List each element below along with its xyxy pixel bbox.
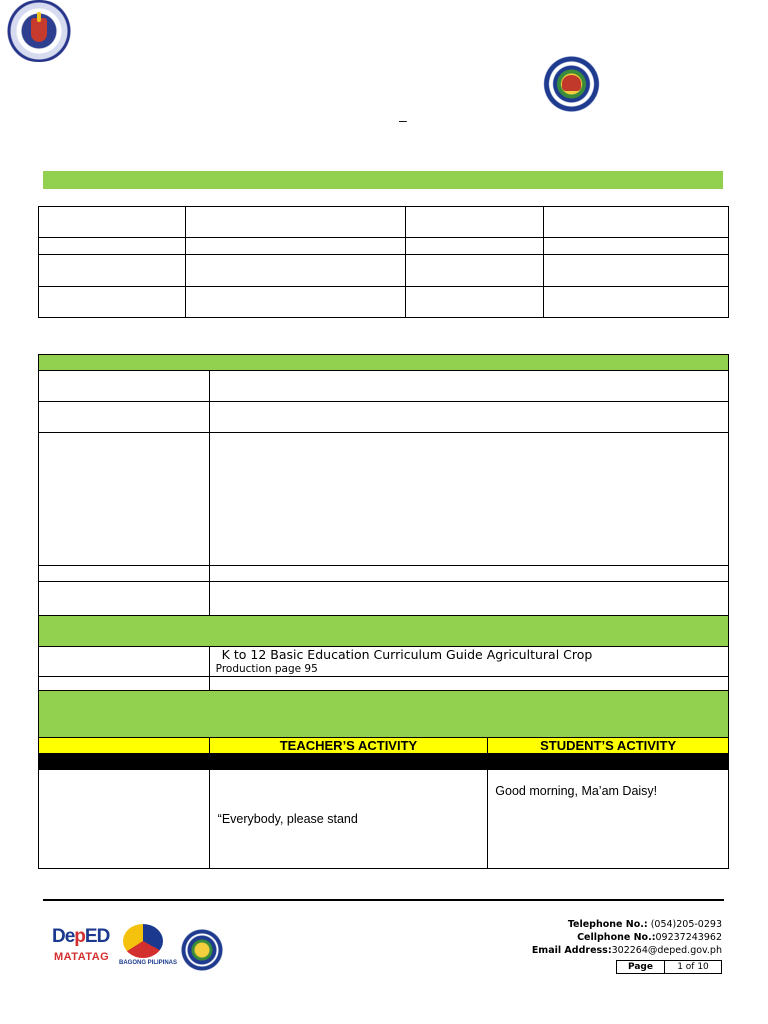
row-label bbox=[39, 371, 210, 402]
email-value: 302264@deped.gov.ph bbox=[611, 945, 722, 956]
school-seal-emblem-icon bbox=[562, 75, 581, 91]
info-cell bbox=[39, 238, 186, 255]
references-line-2: Production page 95 bbox=[215, 663, 318, 675]
black-divider-row bbox=[39, 754, 729, 770]
row-content bbox=[209, 433, 728, 566]
info-cell bbox=[39, 207, 186, 238]
info-cell bbox=[185, 287, 406, 318]
telephone-value: (054)205-0293 bbox=[650, 919, 722, 930]
row-label bbox=[39, 402, 210, 433]
row-content bbox=[209, 677, 728, 691]
deped-seal-logo bbox=[0, 0, 78, 62]
title-bar bbox=[43, 171, 723, 189]
info-cell bbox=[185, 255, 406, 287]
cellphone-value: 09237243962 bbox=[655, 932, 722, 943]
row-label bbox=[39, 566, 210, 582]
info-cell bbox=[544, 207, 729, 238]
email-line bbox=[532, 944, 722, 957]
references-row bbox=[39, 647, 729, 677]
section-header-row bbox=[39, 355, 729, 371]
info-cell bbox=[406, 207, 544, 238]
page-number: 1 of 10 bbox=[677, 962, 709, 972]
deped-logo-prefix: De bbox=[52, 926, 75, 947]
row-label bbox=[39, 433, 210, 566]
info-cell bbox=[406, 238, 544, 255]
teacher-activity-text: “Everybody, please stand bbox=[217, 812, 358, 826]
row-content bbox=[209, 566, 728, 582]
deped-logo-text bbox=[52, 926, 109, 948]
bagong-pilipinas-logo bbox=[119, 922, 178, 970]
email-label: Email Address: bbox=[531, 945, 612, 956]
info-table bbox=[38, 206, 729, 318]
info-row bbox=[39, 207, 729, 238]
row-content bbox=[209, 371, 728, 402]
references-line-1: K to 12 Basic Education Curriculum Guide Agricultural Crop bbox=[221, 647, 593, 662]
section-header bbox=[39, 355, 729, 371]
info-row bbox=[39, 255, 729, 287]
section-header bbox=[39, 691, 729, 738]
deped-logo-mark: p bbox=[74, 926, 85, 947]
contact-info bbox=[532, 918, 722, 957]
row-label bbox=[39, 647, 210, 677]
page-label: Page bbox=[617, 961, 665, 973]
matatag-logo-text: MATATAG bbox=[54, 951, 110, 963]
row-label bbox=[39, 582, 210, 616]
student-activity-text: Good morning, Ma’am Daisy! bbox=[495, 784, 658, 798]
telephone-label: Telephone No.: bbox=[567, 919, 648, 930]
seal-torch-icon bbox=[37, 12, 41, 22]
info-cell bbox=[544, 287, 729, 318]
references-cell bbox=[209, 647, 728, 677]
bagong-pilipinas-text: BAGONG PILIPINAS bbox=[119, 960, 178, 966]
deped-logo-suffix: ED bbox=[84, 926, 110, 947]
school-seal-logo bbox=[540, 55, 603, 113]
lesson-row bbox=[39, 402, 729, 433]
row-content bbox=[209, 582, 728, 616]
info-cell bbox=[544, 255, 729, 287]
deped-matatag-logo bbox=[52, 920, 114, 968]
lesson-plan-table bbox=[38, 354, 729, 869]
info-cell bbox=[39, 255, 186, 287]
activity-row bbox=[39, 770, 729, 869]
lesson-row bbox=[39, 433, 729, 566]
footer-divider bbox=[43, 899, 724, 901]
bagong-pilipinas-emblem-icon bbox=[123, 924, 163, 958]
teacher-activity-header: TEACHER’S ACTIVITY bbox=[209, 738, 488, 754]
section-header-row bbox=[39, 616, 729, 647]
row-label bbox=[39, 677, 210, 691]
info-cell bbox=[544, 238, 729, 255]
lesson-row bbox=[39, 371, 729, 402]
school-seal-small-logo bbox=[179, 929, 225, 971]
info-cell bbox=[406, 255, 544, 287]
section-header bbox=[39, 616, 729, 647]
cellphone-label: Cellphone No.: bbox=[577, 932, 656, 943]
info-row bbox=[39, 238, 729, 255]
section-header-row bbox=[39, 691, 729, 738]
info-cell bbox=[185, 207, 406, 238]
info-cell bbox=[185, 238, 406, 255]
lesson-row bbox=[39, 582, 729, 616]
header-dash: – bbox=[399, 112, 407, 128]
info-row bbox=[39, 287, 729, 318]
cellphone-line bbox=[532, 931, 722, 944]
teacher-activity-cell bbox=[209, 770, 488, 869]
student-activity-header: STUDENT’S ACTIVITY bbox=[488, 738, 729, 754]
row-content bbox=[209, 402, 728, 433]
info-cell bbox=[406, 287, 544, 318]
column-header-blank bbox=[39, 738, 210, 754]
black-divider bbox=[39, 754, 729, 770]
lesson-row bbox=[39, 566, 729, 582]
row-label bbox=[39, 770, 210, 869]
lesson-row bbox=[39, 677, 729, 691]
student-activity-cell bbox=[488, 770, 729, 869]
column-header-row bbox=[39, 738, 729, 754]
telephone-line bbox=[532, 918, 722, 931]
info-cell bbox=[39, 287, 186, 318]
page-indicator bbox=[616, 960, 722, 974]
